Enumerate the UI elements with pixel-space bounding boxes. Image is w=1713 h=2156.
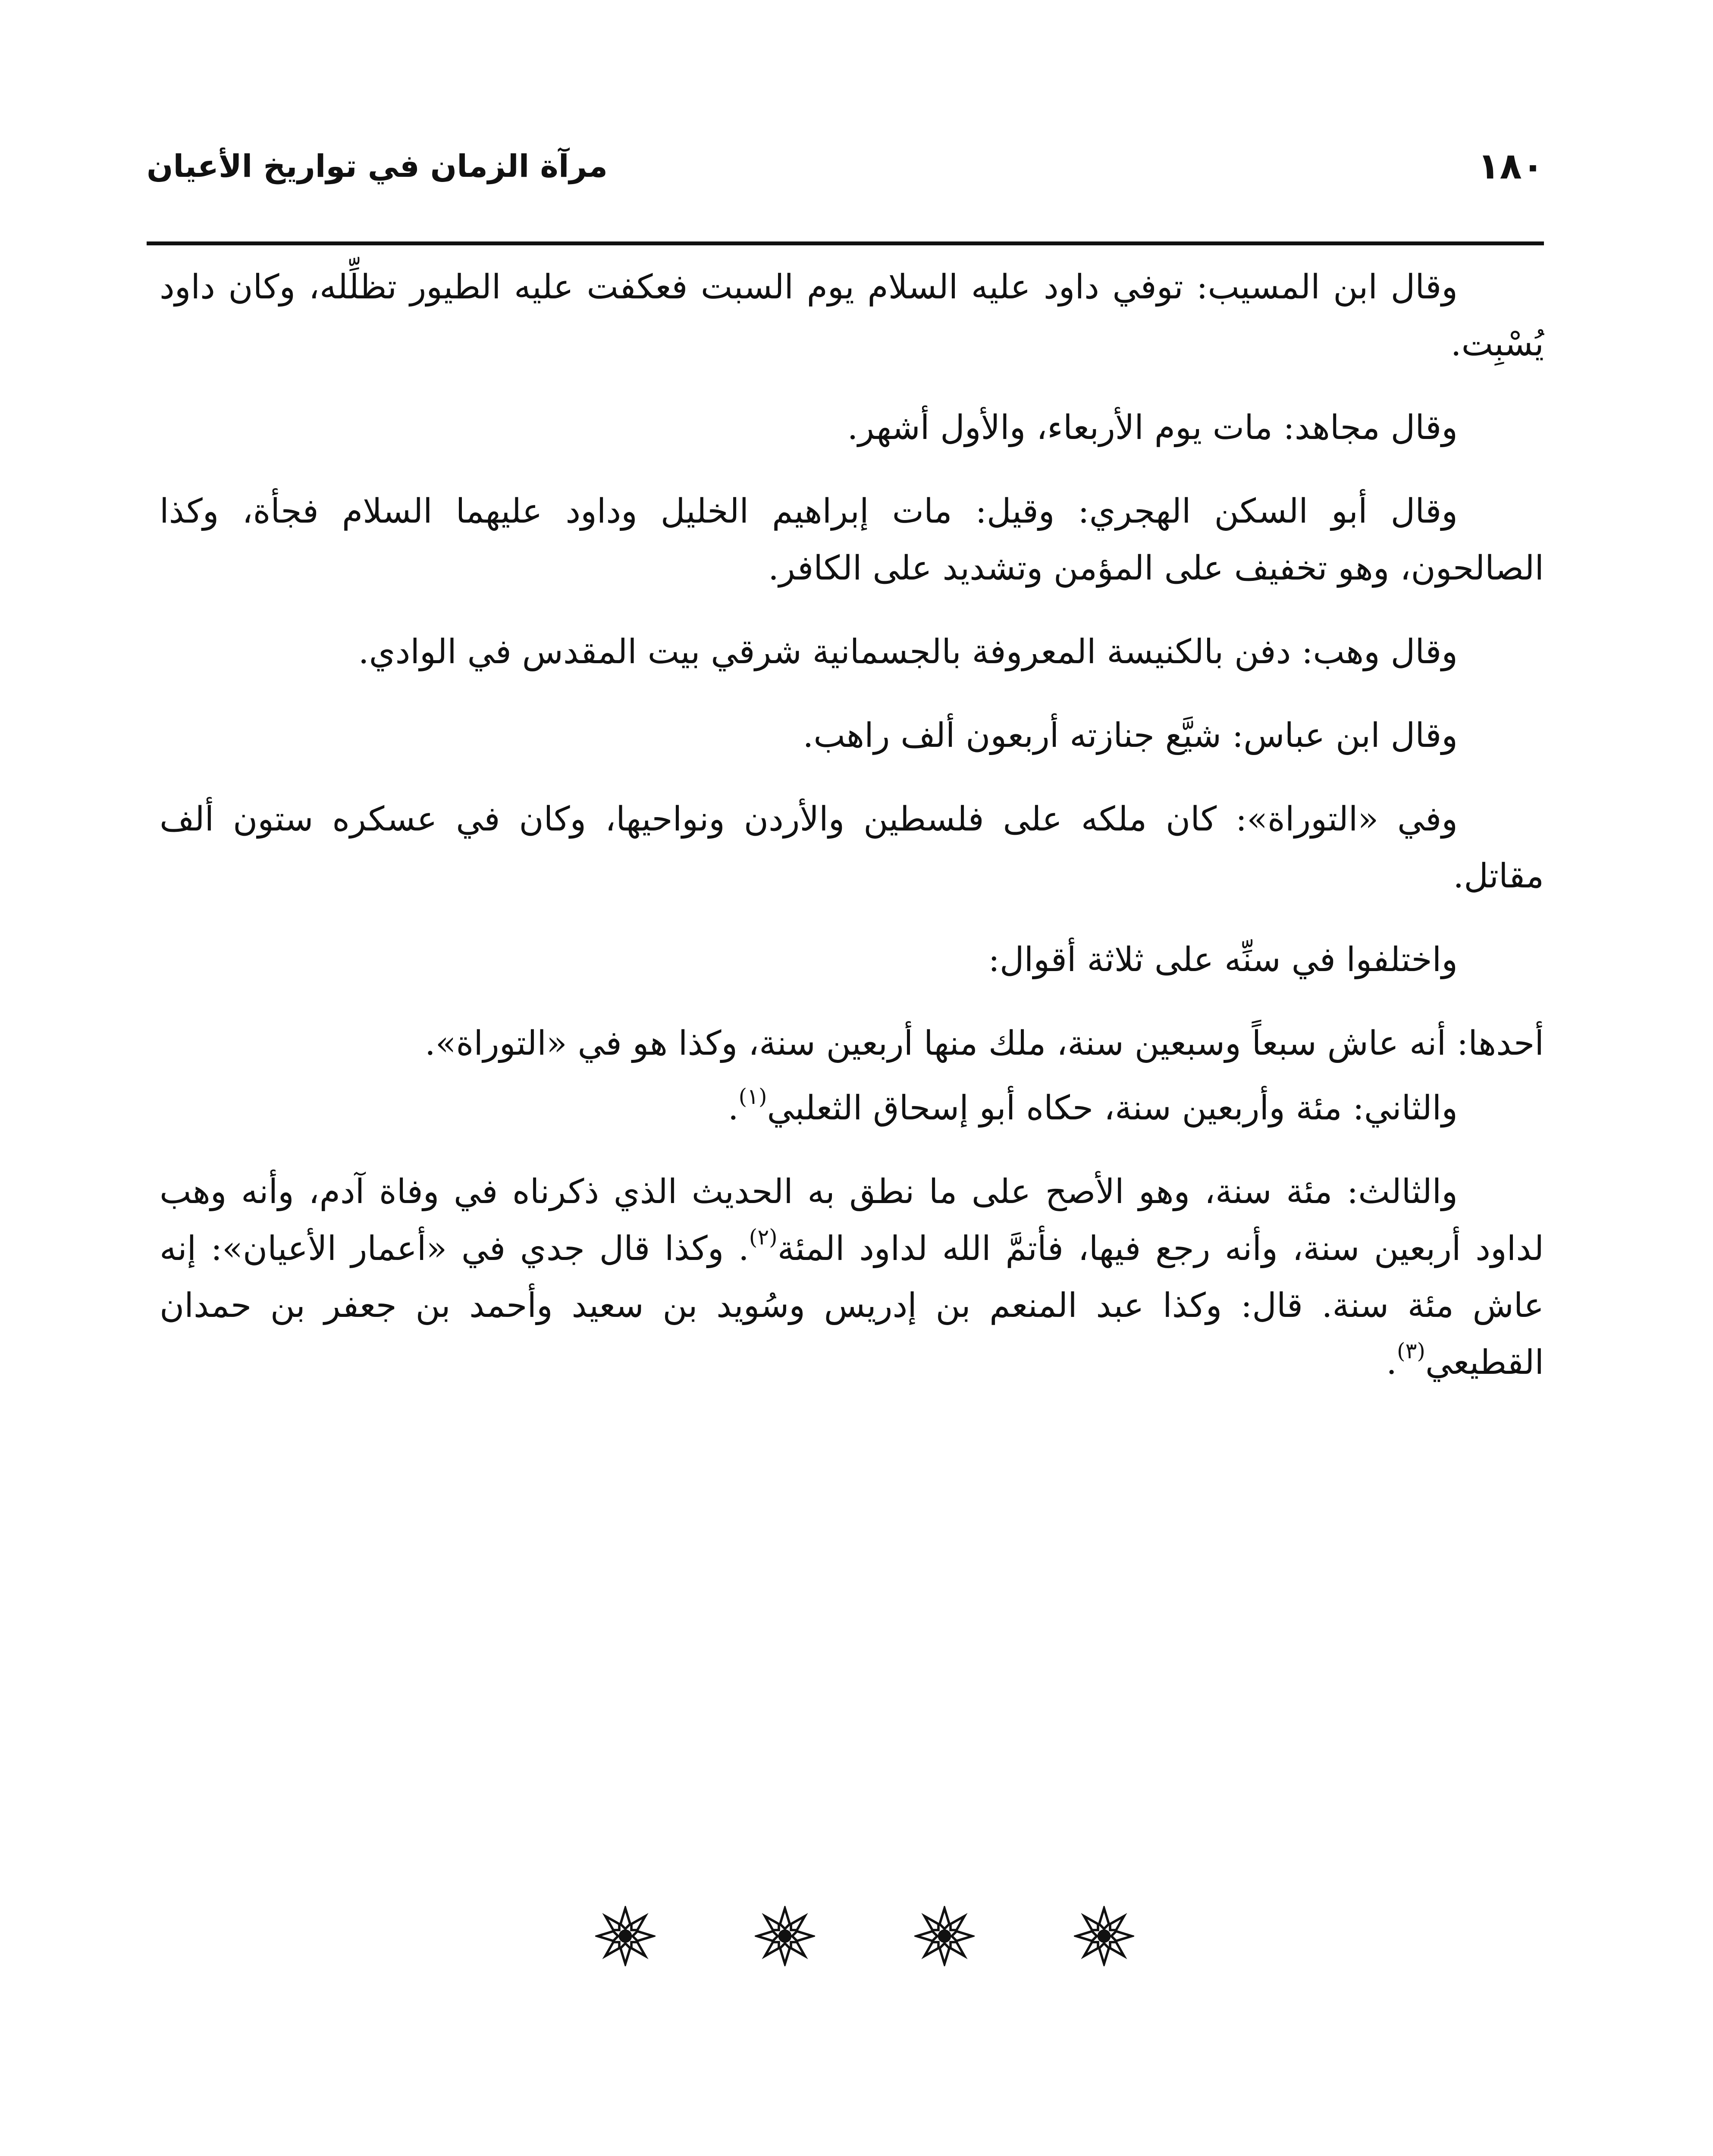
running-header [147, 142, 1544, 207]
section-ornament [595, 1906, 1134, 1966]
paragraph [160, 1080, 1544, 1137]
paragraph [160, 259, 1544, 373]
floral-star-ornament-icon [914, 1906, 975, 1966]
paragraph [160, 707, 1544, 764]
paragraph [160, 399, 1544, 456]
footnote-reference: (١) [738, 1084, 767, 1109]
paragraph-text: وقال وهب: دفن بالكنيسة المعروفة بالجسمانية شرقي بيت المقدس في الوادي. [358, 633, 1458, 671]
footnote-reference: (٢) [749, 1225, 778, 1250]
main-text [160, 259, 1544, 1418]
paragraph-end: . [728, 1089, 739, 1128]
paragraph [160, 483, 1544, 597]
paragraph-text: والثالث: مئة سنة، وهو الأصح على ما نطق به الحديث الذي ذكرناه في وفاة آدم، وأنه وهب لداود أربعين سنة، وأنه رجع فيها، فأتمَّ الله لداود المئة [160, 1172, 1544, 1268]
paragraph [160, 624, 1544, 680]
paragraph-text: وقال ابن المسيب: توفي داود عليه السلام يوم السبت فعكفت عليه الطيور تظلِّله، وكان داود يُسْبِت. [160, 268, 1544, 364]
paragraph-text: وقال أبو السكن الهجري: وقيل: مات إبراهيم الخليل وداود عليهما السلام فجأة، وكذا الصالحون، وهو تخفيف على المؤمن وتشديد على الكافر. [160, 492, 1544, 588]
paragraph-text: أحدها: أنه عاش سبعاً وسبعين سنة، ملك منها أربعين سنة، وكذا هو في «التوراة». [424, 1024, 1544, 1063]
floral-star-ornament-icon [1074, 1906, 1134, 1966]
paragraph [160, 931, 1544, 988]
footnote-reference: (٣) [1397, 1338, 1425, 1363]
page-number: ١٨٠ [1478, 145, 1544, 187]
paragraph-text: واختلفوا في سنِّه على ثلاثة أقوال: [988, 940, 1458, 979]
paragraph [160, 791, 1544, 905]
paragraph [160, 1163, 1544, 1391]
paragraph-text: والثاني: مئة وأربعين سنة، حكاه أبو إسحاق الثعلبي [767, 1089, 1458, 1128]
paragraph-text: وفي «التوراة»: كان ملكه على فلسطين والأردن ونواحيها، وكان في عسكره ستون ألف مقاتل. [160, 800, 1544, 896]
paragraph-text: وقال ابن عباس: شيَّع جنازته أربعون ألف راهب. [803, 716, 1458, 755]
paragraph-text: . وكذا قال جدي في «أعمار الأعيان»: إنه عاش مئة سنة. قال: وكذا عبد المنعم بن إدريس وسُويد بن سعيد وأحمد بن جعفر بن حمدان القطيعي [160, 1229, 1544, 1382]
header-rule [147, 241, 1544, 245]
floral-star-ornament-icon [755, 1906, 815, 1966]
paragraph [160, 1015, 1544, 1072]
running-title: مرآة الزمان في تواريخ الأعيان [147, 148, 608, 184]
paragraph-text: وقال مجاهد: مات يوم الأربعاء، والأول أشهر. [847, 408, 1458, 447]
paragraph-end: . [1386, 1343, 1397, 1382]
floral-star-ornament-icon [595, 1906, 656, 1966]
